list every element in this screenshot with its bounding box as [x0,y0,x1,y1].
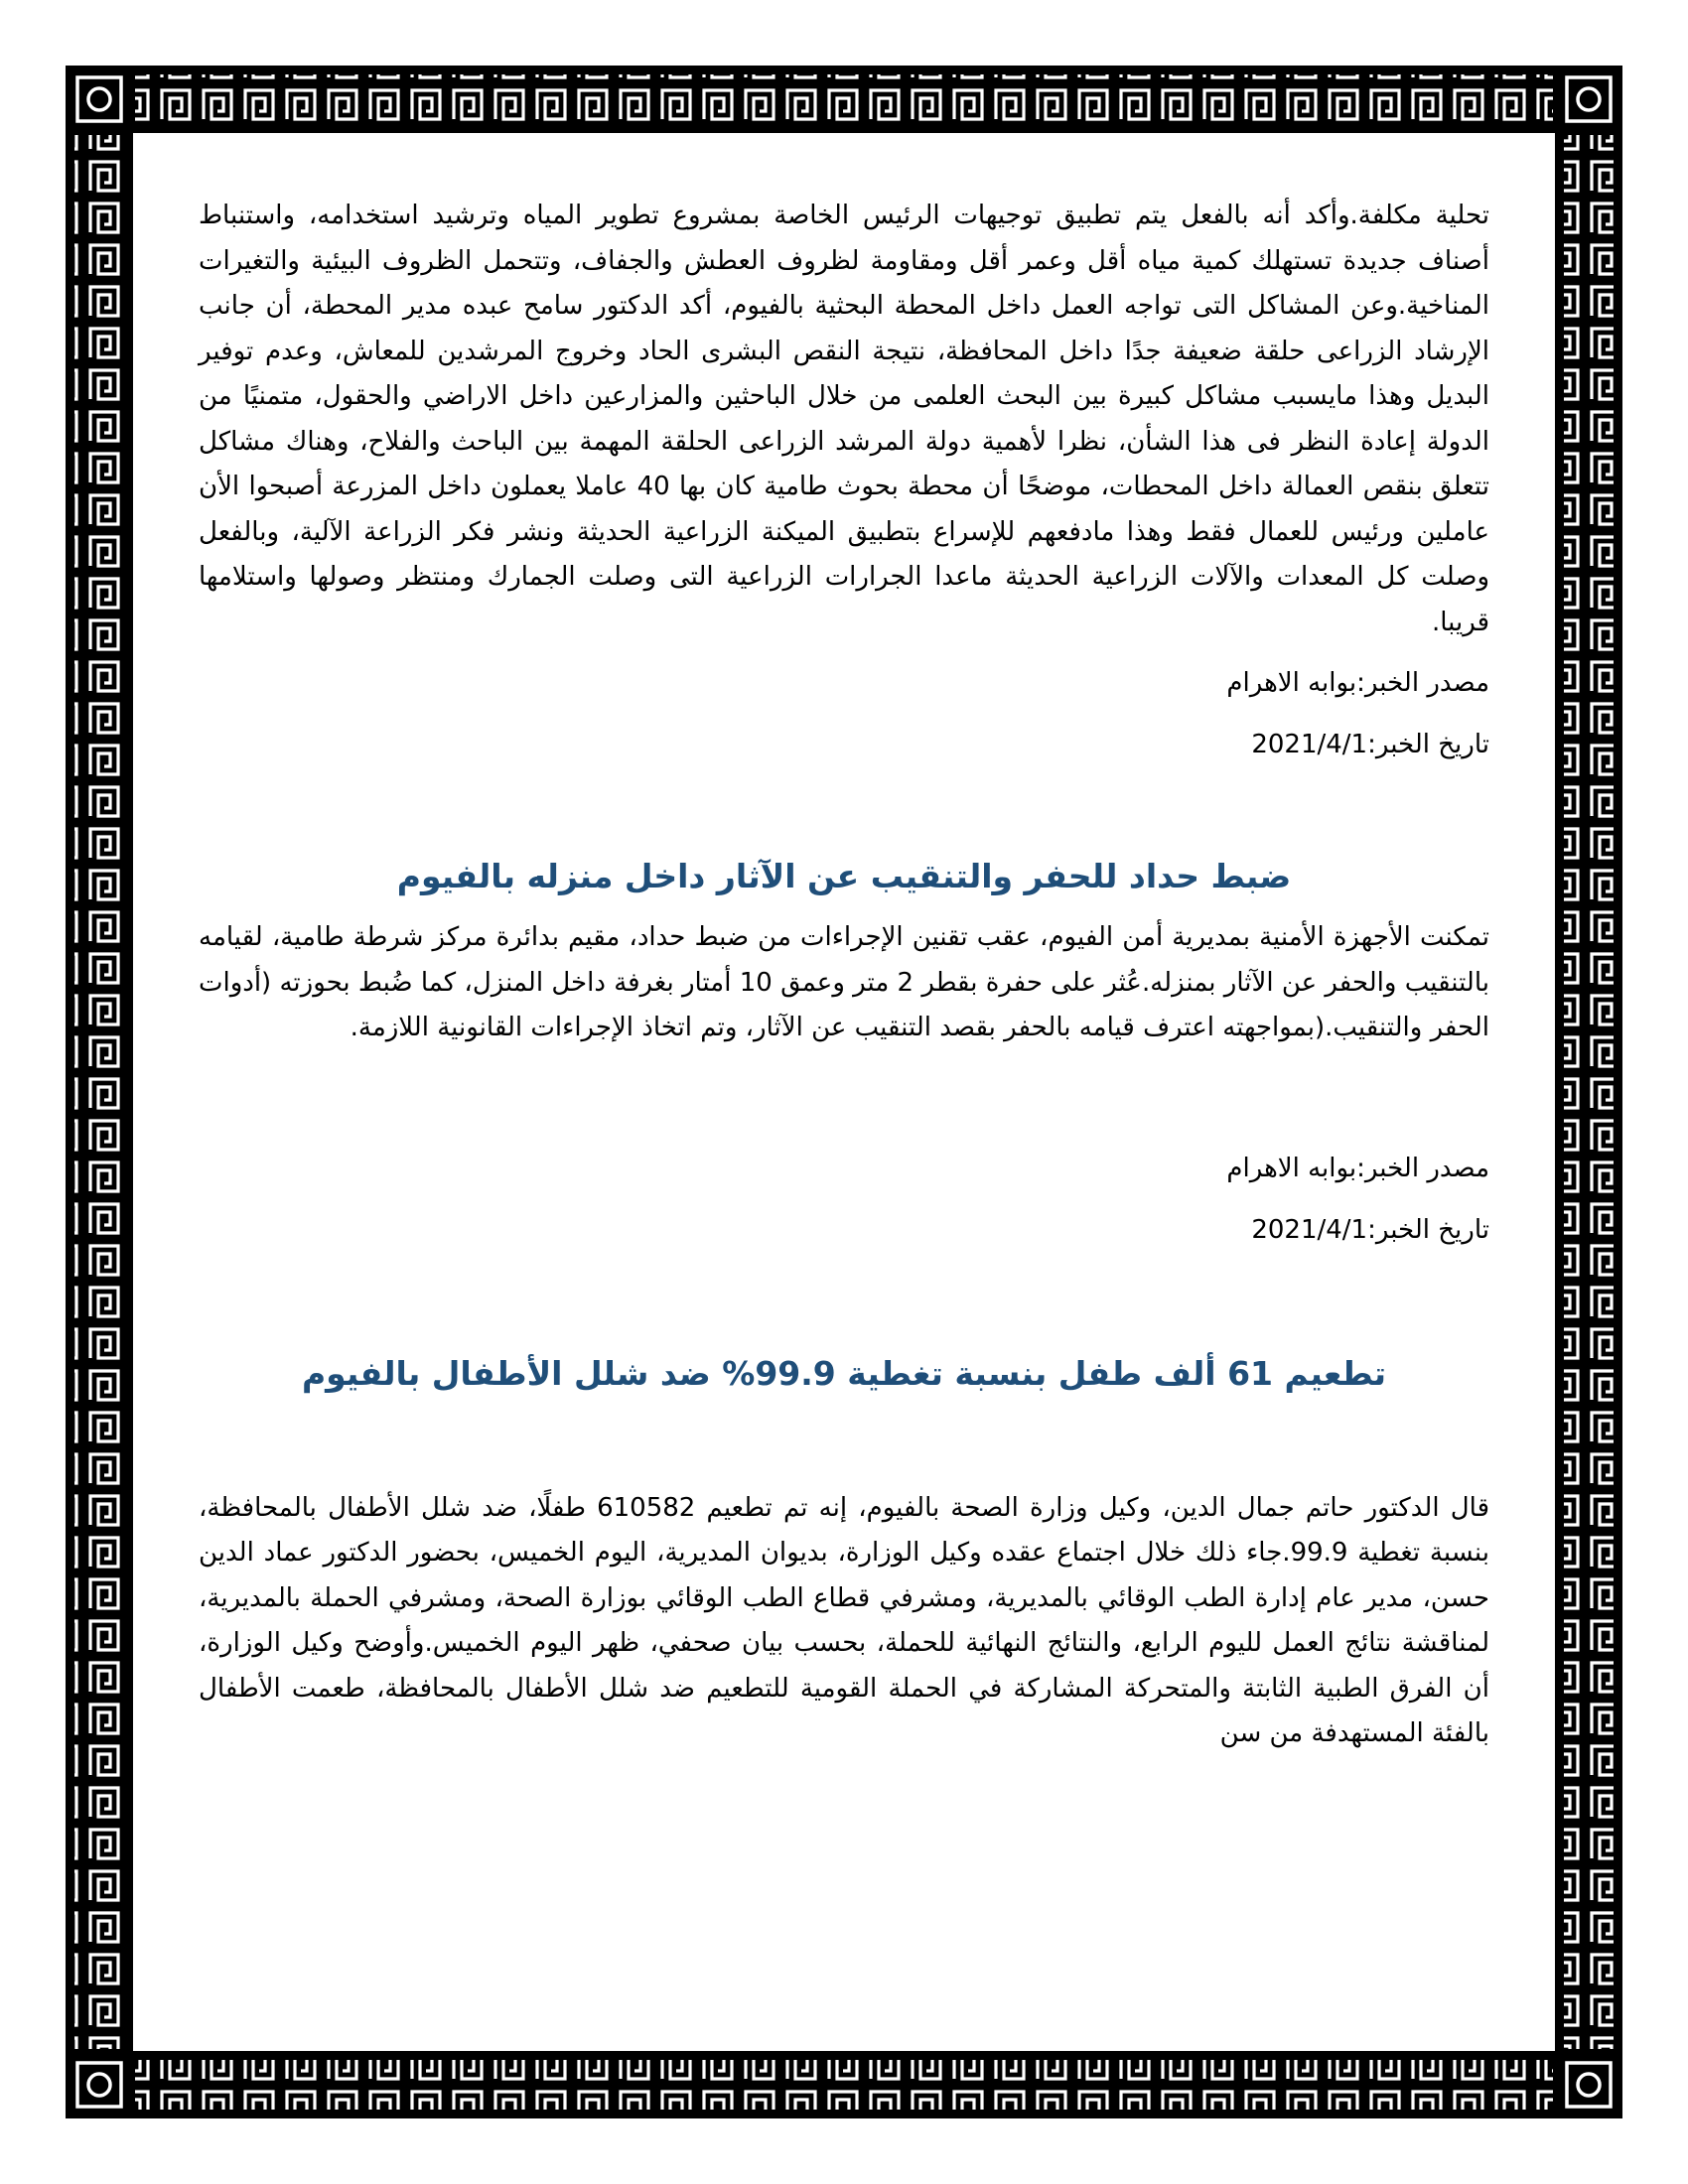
article3-title: تطعيم 61 ألف طفل بنسبة تغطية 99.9% ضد شلل الأطفال بالفيوم [301,1353,1387,1393]
article2-date: تاريخ الخبر:2021/4/1 [1251,1214,1489,1245]
article2-title: ضبط حداد للحفر والتنقيب عن الآثار داخل منزله بالفيوم [396,857,1292,895]
page-content [199,194,1489,1990]
article3-body: قال الدكتور حاتم جمال الدين، وكيل وزارة الصحة بالفيوم، إنه تم تطعيم 610582 طفلًا، ضد شلل الأطفال بالمحافظة، بنسبة تغطية 99.9.جاء ذلك خلال اجتماع عقده وكيل الوزارة، بديوان المديرية، اليوم الخميس، بحضور الدكتور عماد الدين حسن، مدير عام إدارة الطب الوقائي بالمديرية، ومشرفي قطاع الطب الوقائي بوزارة الصحة، ومشرفي الحملة بالمديرية، لمناقشة نتائج العمل لليوم الرابع، والنتائج النهائية للحملة، بحسب بيان صحفي، ظهر اليوم الخميس.وأوضح وكيل الوزارة، أن الفرق الطبية الثابتة والمتحركة المشاركة في الحملة القومية للتطعيم ضد شلل الأطفال بالمحافظة، طعمت الأطفال بالفئة المستهدفة من سن [199,1492,1489,1748]
article1-date: تاريخ الخبر:2021/4/1 [1251,730,1489,759]
article1-source: مصدر الخبر:بوابه الاهرام [1226,668,1489,698]
article1-body: تحلية مكلفة.وأكد أنه بالفعل يتم تطبيق توجيهات الرئيس الخاصة بمشروع تطوير المياه وترشيد استخدامه، واستنباط أصناف جديدة تستهلك كمية مياه أقل وعمر أقل ومقاومة لظروف العطش والجفاف، وتتحمل الظروف البيئية والتغيرات المناخية.وعن المشاكل التى تواجه العمل داخل المحطة البحثية بالفيوم، أكد الدكتور سامح عبده مدير المحطة، أن جانب الإرشاد الزراعى حلقة ضعيفة جدًا داخل المحافظة، نتيجة النقص البشرى الحاد وخروج المرشدين للمعاش، وعدم توفير البديل وهذا مايسبب مشاكل كبيرة بين البحث العلمى من خلال الباحثين والمزارعين داخل الاراضي والحقول، متمنيًا من الدولة إعادة النظر فى هذا الشأن، نظرا لأهمية دولة المرشد الزراعى الحلقة المهمة بين الباحث والفلاح، وهناك مشاكل تتعلق بنقص العمالة داخل المحطات، موضحًا أن محطة بحوث طامية كان بها 40 عاملا يعملون داخل المزرعة أصبحوا الأن عاملين ورئيس للعمال فقط وهذا مادفعهم للإسراع بتطبيق الميكنة الزراعية الحديثة ونشر فكر الزراعة الآلية، وبالفعل وصلت كل المعدات والآلات الزراعية الحديثة ماعدا الجرارات الزراعية التى وصلت الجمارك ومنتظر وصولها واستلامها قريبا. [199,201,1489,637]
article2-body: تمكنت الأجهزة الأمنية بمديرية أمن الفيوم، عقب تقنين الإجراءات من ضبط حداد، مقيم بدائرة مركز شرطة طامية، لقيامه بالتنقيب والحفر عن الآثار بمنزله.عُثر على حفرة بقطر 2 متر وعمق 10 أمتار بغرفة داخل المنزل، كما ضُبط بحوزته (أدوات الحفر والتنقيب.(بمواجهته اعترف قيامه بالحفر بقصد التنقيب عن الآثار، وتم اتخاذ الإجراءات القانونية اللازمة. [199,922,1489,1042]
article2-source: مصدر الخبر:بوابه الاهرام [1226,1153,1489,1183]
